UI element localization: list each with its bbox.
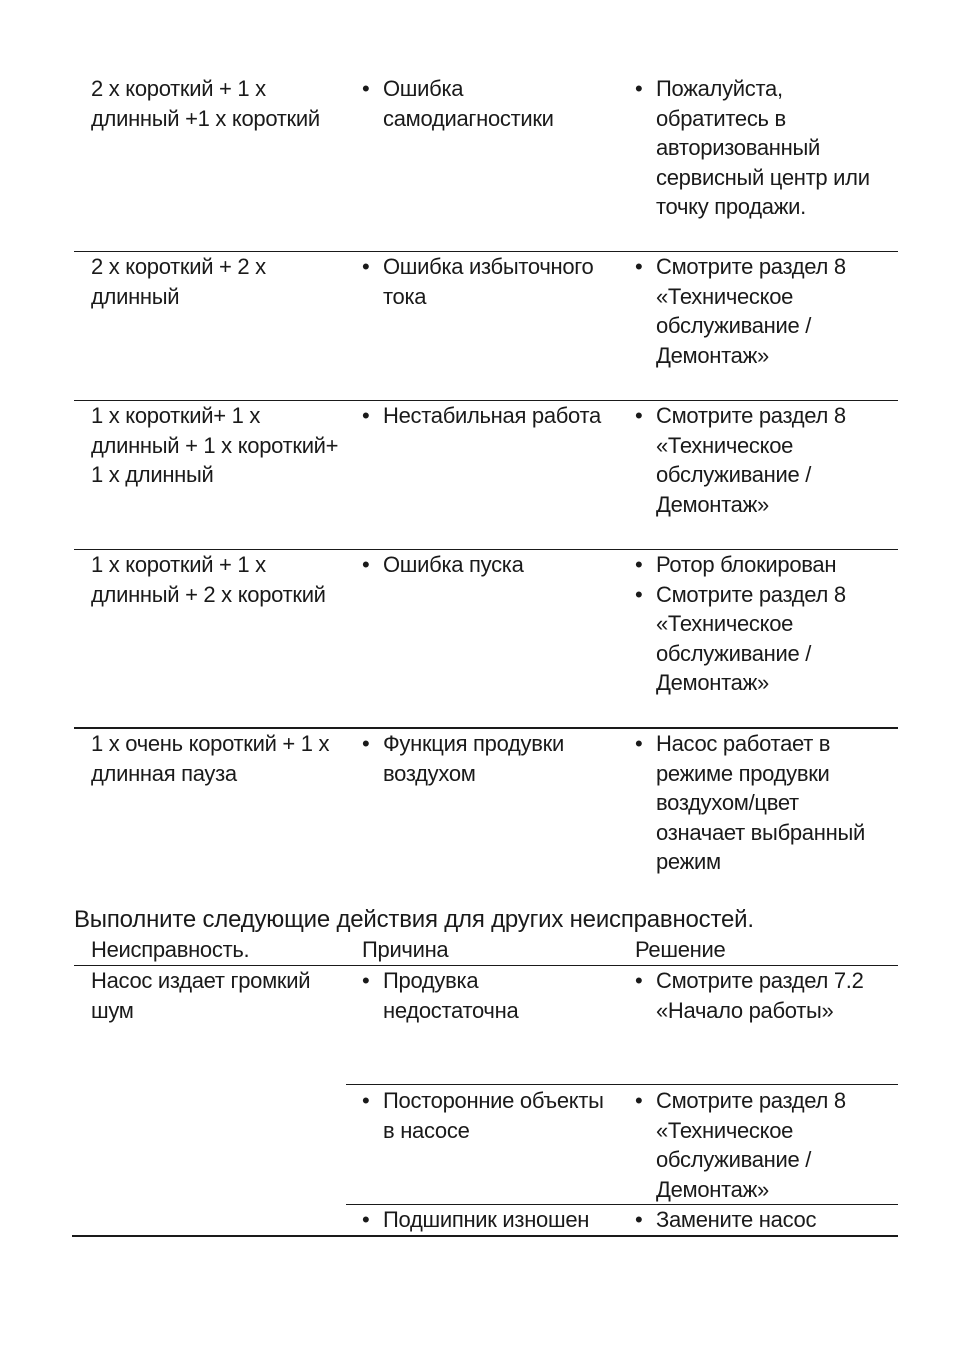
cause-item: • Ошибка избыточного тока: [362, 252, 612, 311]
column-header-cause: Причина: [362, 937, 449, 962]
fault-cell: Насос издает громкий шум: [91, 968, 311, 1023]
signal-code: 1 х короткий + 1 х длинный + 2 х короткий: [91, 552, 326, 607]
cause-cell: [362, 1205, 612, 1235]
solution-cell: [635, 252, 850, 370]
cause-item: • Ошибка самодиагностики: [362, 74, 612, 133]
signal-code: 1 х очень короткий + 1 х длинная пауза: [91, 731, 330, 786]
signal-code: 1 х короткий+ 1 х длинный + 1 х короткий+ 1 х длинный: [91, 403, 339, 488]
solution-cell: [635, 1205, 885, 1235]
solution-cell: [635, 1086, 850, 1204]
cause-cell: [362, 252, 612, 311]
cause-item: • Подшипник изношен: [362, 1205, 612, 1235]
solution-item: • Ротор блокирован: [635, 550, 850, 580]
solution-item: • Пожалуйста, обратитесь в авторизованный сервисный центр или точку продажи.: [635, 74, 885, 222]
signal-code: 2 х короткий + 2 х длинный: [91, 254, 266, 309]
solution-cell: [635, 550, 850, 698]
column-header-solution: Решение: [635, 937, 726, 962]
solution-item: • Смотрите раздел 8 «Техническое обслуживание / Демонтаж»: [635, 252, 850, 370]
solution-item: • Смотрите раздел 8 «Техническое обслуживание / Демонтаж»: [635, 401, 850, 519]
solution-cell: [635, 74, 885, 222]
column-header-fault: Неисправность.: [91, 937, 250, 962]
solution-cell: [635, 401, 850, 519]
cause-cell: [362, 966, 612, 1025]
cause-cell: [362, 729, 612, 788]
cause-item: • Ошибка пуска: [362, 550, 612, 580]
solution-item: • Замените насос: [635, 1205, 885, 1235]
sub-row-divider: [346, 1084, 898, 1085]
cause-item: • Посторонние объекты в насосе: [362, 1086, 612, 1145]
solution-item: • Смотрите раздел 8 «Техническое обслуживание / Демонтаж»: [635, 1086, 850, 1204]
cause-cell: [362, 401, 612, 431]
solution-item: • Смотрите раздел 8 «Техническое обслуживание / Демонтаж»: [635, 580, 850, 698]
cause-cell: [362, 1086, 612, 1145]
table-bottom-border: [72, 1235, 898, 1237]
cause-item: • Функция продувки воздухом: [362, 729, 612, 788]
solution-cell: [635, 966, 875, 1025]
cause-item: • Продувка недостаточна: [362, 966, 612, 1025]
solution-cell: [635, 729, 875, 877]
signal-code: 2 х короткий + 1 х длинный +1 х короткий: [91, 76, 320, 131]
section-title: Выполните следующие действия для других неисправностей.: [74, 906, 754, 933]
solution-item: • Смотрите раздел 7.2 «Начало работы»: [635, 966, 875, 1025]
cause-item: • Нестабильная работа: [362, 401, 612, 431]
solution-item: • Насос работает в режиме продувки воздухом/цвет означает выбранный режим: [635, 729, 875, 877]
cause-cell: [362, 550, 612, 580]
cause-cell: [362, 74, 612, 133]
